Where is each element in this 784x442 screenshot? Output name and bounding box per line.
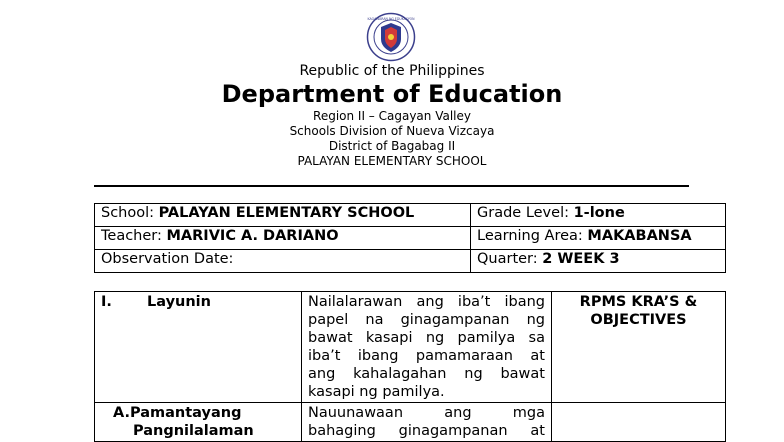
teacher-cell bbox=[95, 227, 471, 250]
description-line: bahaging ginagampanan at bbox=[308, 423, 545, 439]
school-label: School: bbox=[101, 205, 159, 221]
description-line: Nauunawaan ang mga bbox=[308, 405, 545, 421]
teacher-value: MARIVIC A. DARIANO bbox=[166, 228, 339, 244]
table-row bbox=[95, 250, 726, 273]
layunin-description bbox=[302, 292, 552, 403]
deped-seal-logo bbox=[366, 12, 416, 62]
grade-label: Grade Level: bbox=[477, 205, 574, 221]
rpms-line: OBJECTIVES bbox=[590, 312, 687, 328]
pamantayang-cell bbox=[95, 403, 302, 442]
table-row bbox=[95, 292, 726, 403]
svg-text:KAGAWARAN NG EDUKASYON: KAGAWARAN NG EDUKASYON bbox=[367, 17, 415, 21]
pamantayang-description bbox=[302, 403, 552, 442]
school-value: PALAYAN ELEMENTARY SCHOOL bbox=[158, 205, 415, 221]
subsection-title: Pamantayang bbox=[130, 405, 242, 421]
section-number: I. bbox=[101, 294, 112, 310]
rpms-header bbox=[552, 292, 726, 403]
grade-cell bbox=[471, 204, 726, 227]
quarter-value: 2 WEEK 3 bbox=[542, 251, 620, 267]
objectives-table bbox=[94, 291, 726, 442]
quarter-label: Quarter: bbox=[477, 251, 543, 267]
description-line: kasapi ng pamilya. bbox=[308, 384, 445, 400]
table-row bbox=[95, 227, 726, 250]
description-line: Nailalarawan ang iba’t ibang bbox=[308, 294, 545, 310]
school-line: PALAYAN ELEMENTARY SCHOOL bbox=[297, 154, 487, 168]
teacher-label: Teacher: bbox=[101, 228, 167, 244]
quarter-cell bbox=[471, 250, 726, 273]
rpms-cell bbox=[552, 403, 726, 442]
learning-area-label: Learning Area: bbox=[477, 228, 588, 244]
section-title: Layunin bbox=[147, 294, 211, 310]
region-line: Region II – Cagayan Valley bbox=[313, 109, 471, 123]
description-line: ang kahalagahan ng bawat bbox=[308, 366, 545, 382]
learning-area-cell bbox=[471, 227, 726, 250]
description-line: iba’t ibang pamamaraan at bbox=[308, 348, 545, 364]
layunin-cell bbox=[95, 292, 302, 403]
school-cell bbox=[95, 204, 471, 227]
subsection-title-line2: Pangnilalaman bbox=[133, 423, 254, 439]
header-divider bbox=[94, 185, 689, 187]
learning-area-value: MAKABANSA bbox=[587, 228, 692, 244]
description-line: papel na ginagampanan ng bbox=[308, 312, 545, 328]
table-row bbox=[95, 403, 726, 442]
republic-heading: Republic of the Philippines bbox=[299, 63, 485, 79]
table-row bbox=[95, 204, 726, 227]
grade-value: 1-lone bbox=[573, 205, 625, 221]
rpms-line: RPMS KRA’S & bbox=[579, 294, 698, 310]
observation-cell bbox=[95, 250, 471, 273]
district-line: District of Bagabag II bbox=[328, 139, 456, 153]
division-line: Schools Division of Nueva Vizcaya bbox=[289, 124, 495, 138]
observation-label: Observation Date: bbox=[101, 251, 234, 267]
description-line: bawat kasapi ng pamilya sa bbox=[308, 330, 545, 346]
department-title: Department of Education bbox=[221, 80, 563, 108]
info-table bbox=[94, 203, 726, 273]
subsection-letter: A. bbox=[113, 405, 130, 421]
